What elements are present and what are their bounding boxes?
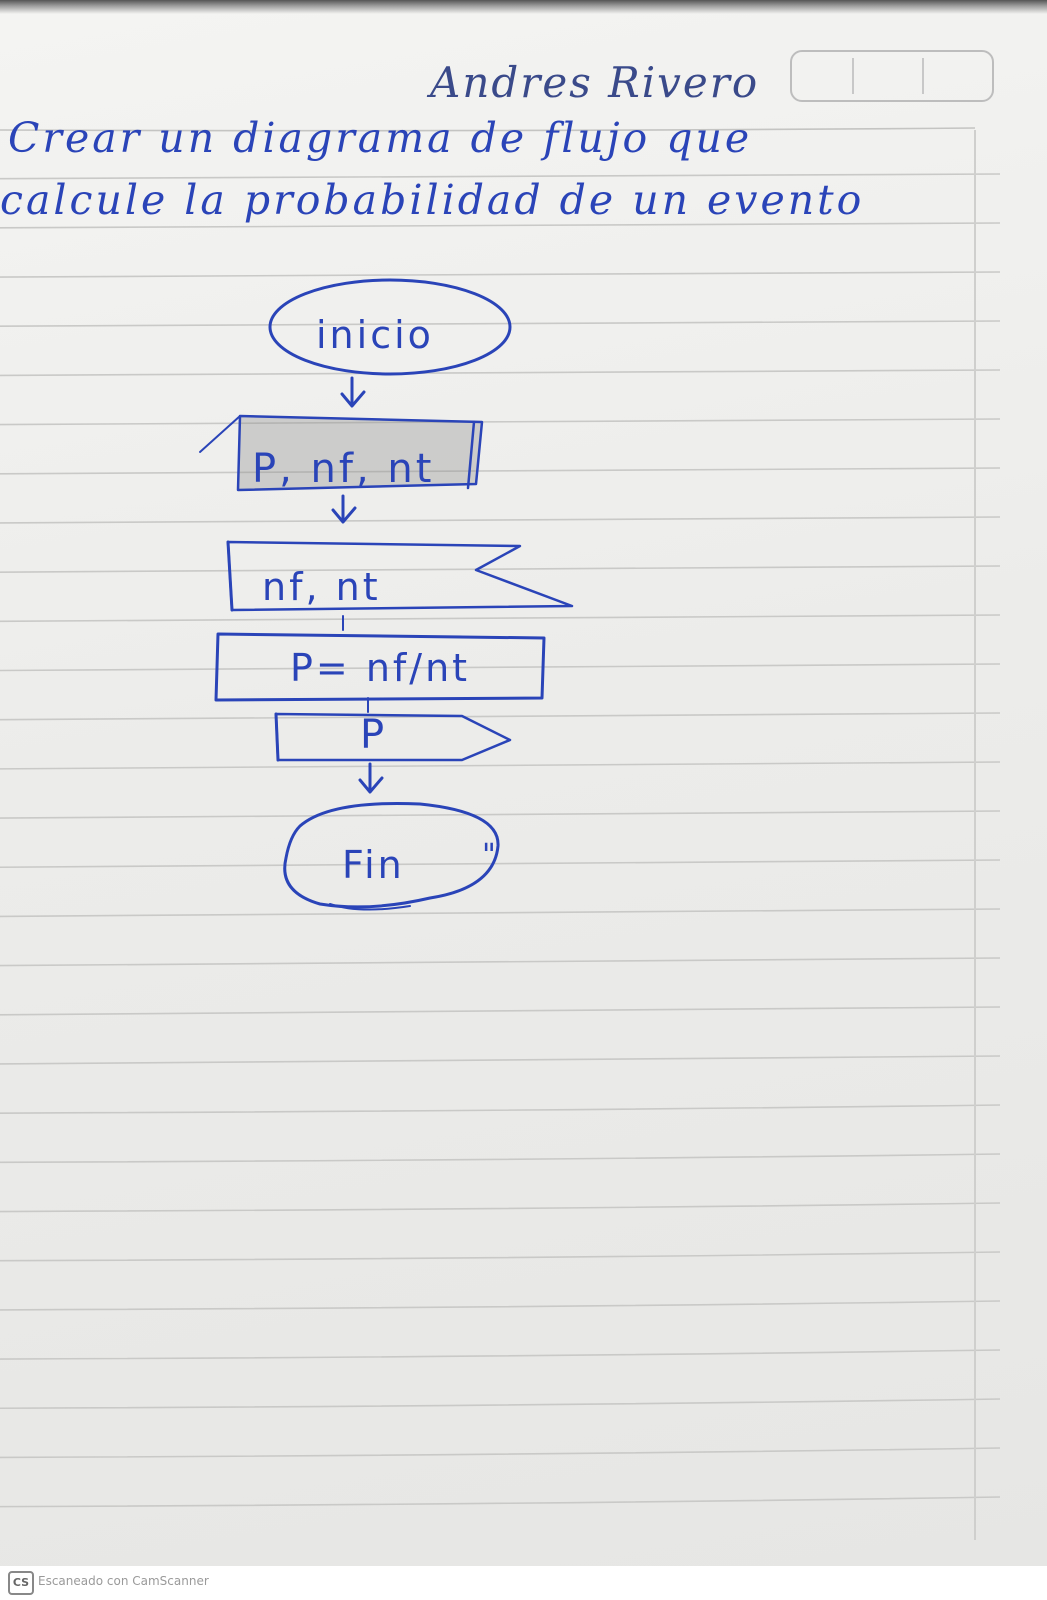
scanner-watermark-text: Escaneado con CamScanner [38, 1574, 209, 1588]
arrow-read-to-display [333, 496, 355, 522]
end-label: Fin [342, 843, 405, 887]
read-vars-label: P, nf, nt [252, 446, 435, 492]
ditto-mark: " [482, 838, 496, 873]
display-vars-label: nf, nt [262, 565, 381, 609]
scanner-footer [0, 1566, 1047, 1600]
output-label: P [360, 712, 388, 758]
camscanner-logo-icon: CS [8, 1571, 34, 1595]
arrow-start-to-read [342, 378, 364, 406]
start-label: inicio [316, 313, 434, 357]
author-name: Andres Rivero [430, 58, 760, 107]
output-box-shape [276, 714, 510, 760]
arrow-output-to-end [360, 764, 382, 792]
process-label: P= nf/nt [290, 646, 471, 690]
prompt-line-2: calcule la probabilidad de un evento [0, 176, 865, 224]
prompt-line-1: Crear un diagrama de flujo que [8, 114, 753, 162]
